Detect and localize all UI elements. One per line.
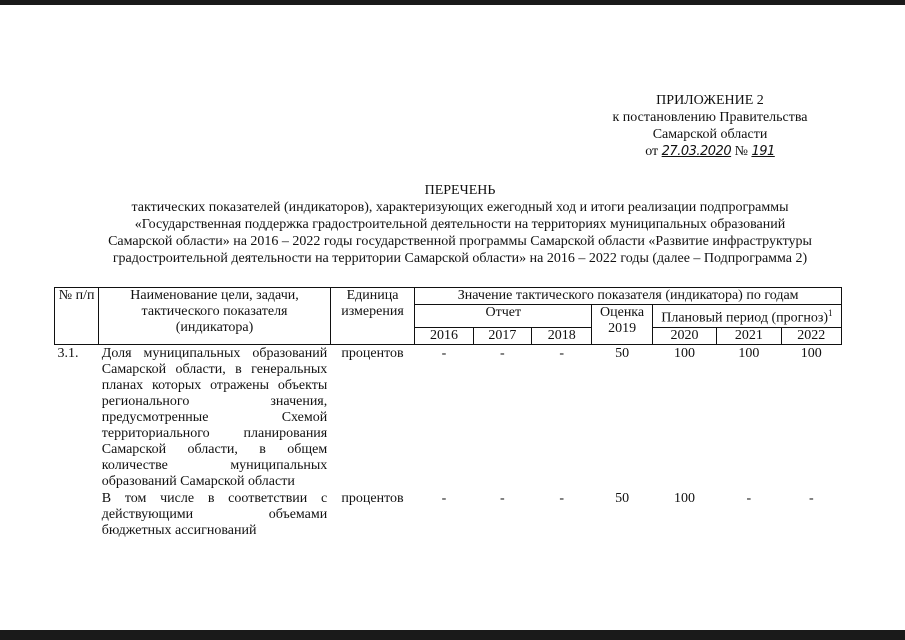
cell-2016: - [441, 490, 447, 506]
appendix-block [560, 92, 860, 160]
row-name: В том числе в соответствии с действующими объемами бюджетных ассигнований [101, 490, 328, 538]
table-row [55, 344, 842, 490]
from-label: от [645, 144, 659, 159]
subtitle-line: Самарской области» на 2016 – 2022 годы государственной программы Самарской области «Развитие инфраструктуры [108, 234, 812, 249]
appendix-line-2: Самарской области [652, 127, 768, 142]
cell-2016: - [441, 345, 447, 361]
header-year-2016: 2016 [415, 327, 473, 344]
cell-2021: - [746, 490, 752, 506]
document-title: ПЕРЕЧЕНЬ [424, 183, 496, 198]
appendix-date-line [560, 143, 860, 160]
header-unit: Единица измерения [330, 288, 415, 345]
row-num: 3.1. [57, 345, 79, 361]
row-unit: процентов [341, 345, 404, 361]
cell-2022: - [808, 490, 814, 506]
bottom-border [0, 630, 905, 640]
handwritten-number: 191 [751, 144, 775, 159]
row-name: Доля муниципальных образований Самарской области, в генеральных планах которых отражены объекты регионального значения, предусмотренные Схемой территориального планирования Самарской области, в общем количестве муниципальных образований Самарской области [101, 345, 328, 489]
row-unit: процентов [341, 490, 404, 506]
header-values: Значение тактического показателя (индикатора) по годам [415, 288, 842, 305]
cell-2022: 100 [800, 345, 822, 361]
top-border [0, 0, 905, 5]
header-name: Наименование цели, задачи, тактического показателя (индикатора) [99, 288, 330, 345]
cell-2017: - [499, 490, 505, 506]
appendix-title: ПРИЛОЖЕНИЕ 2 [656, 93, 764, 108]
header-year-2021: 2021 [717, 327, 781, 344]
header-estimate: Оценка 2019 [592, 305, 652, 345]
document-title-block [40, 182, 880, 267]
cell-2019: 50 [615, 490, 630, 506]
subtitle-line: «Государственная поддержка градостроительной деятельности на территориях муниципальных образований [134, 217, 786, 232]
header-report: Отчет [415, 305, 592, 328]
table-row [55, 490, 842, 539]
cell-2018: - [559, 345, 565, 361]
cell-2020: 100 [673, 490, 695, 506]
subtitle-line: градостроительной деятельности на территории Самарской области» на 2016 – 2022 годы (далее – Подпрограмма 2) [112, 251, 808, 266]
appendix-line-1: к постановлению Правительства [612, 110, 808, 125]
header-year-2018: 2018 [532, 327, 592, 344]
row-num [55, 490, 99, 539]
cell-2017: - [499, 345, 505, 361]
plan-footnote-mark: 1 [828, 308, 833, 318]
header-year-2020: 2020 [652, 327, 716, 344]
cell-2021: 100 [738, 345, 760, 361]
header-num: № п/п [55, 288, 99, 345]
header-plan-text: Плановый период (прогноз) [661, 310, 829, 326]
header-plan [652, 305, 841, 328]
header-year-2017: 2017 [473, 327, 531, 344]
cell-2018: - [559, 490, 565, 506]
handwritten-date: 27.03.2020 [661, 144, 732, 159]
cell-2019: 50 [615, 345, 630, 361]
cell-2020: 100 [673, 345, 695, 361]
subtitle-line: тактических показателей (индикаторов), характеризующих ежегодный ход и итоги реализации подпрограммы [131, 200, 789, 215]
indicators-table [54, 287, 842, 539]
header-year-2022: 2022 [781, 327, 841, 344]
number-label: № [734, 144, 748, 159]
